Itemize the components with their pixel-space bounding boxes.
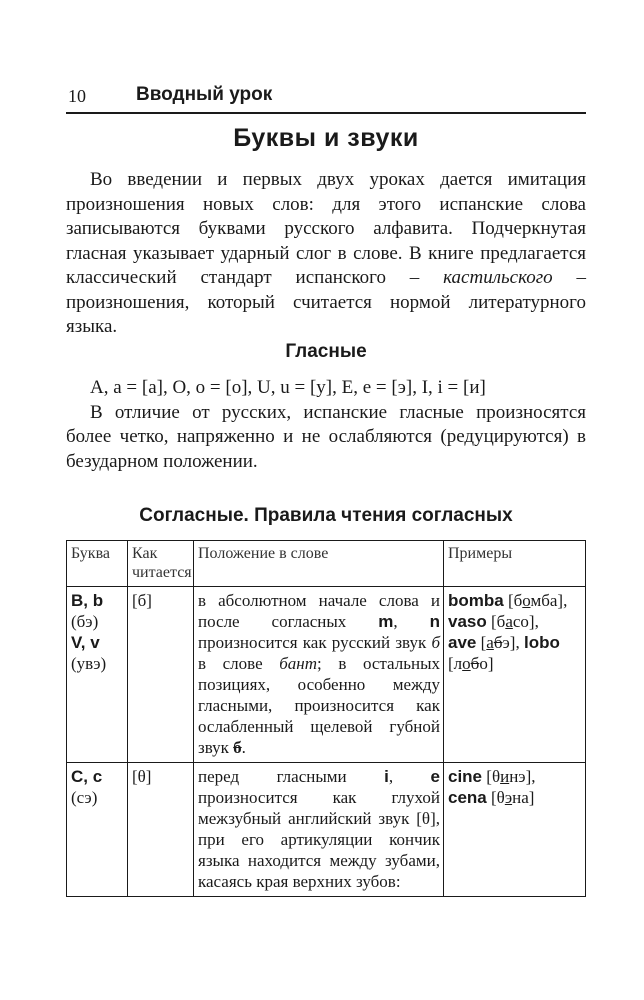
letter-cell: [67, 587, 128, 763]
intro-paragraph: [66, 168, 586, 340]
consonants-table: [66, 540, 586, 897]
example-transcription: [лобо]: [448, 654, 494, 673]
col-header-letter: Буква: [67, 541, 128, 587]
intro-text: Во введении и первых двух уроках дается имитация произношения новых слов: для этого испанские слова записываются буквами русского алфавита. Подчеркнутая гласная указывает ударный слог в слове. В книге предлагается классический стандарт испанского – кастильского – произношения, который считается нормой литературного языка.: [66, 169, 586, 337]
letter-v: V, v: [71, 633, 100, 652]
table-row: [67, 587, 586, 763]
example-word: lobo: [523, 633, 560, 652]
letter-c: C, c: [71, 767, 103, 786]
col-header-position: Положение в слове: [194, 541, 444, 587]
col-header-reading: Как читается: [128, 541, 194, 587]
letter-v-name: (увэ): [71, 654, 107, 673]
example-word: cine [θинэ],: [448, 767, 536, 786]
examples-cell: [444, 587, 586, 763]
sound-cell: [θ]: [128, 763, 194, 897]
table-header-row: [67, 541, 586, 587]
table-row: [67, 763, 586, 897]
examples-cell: [444, 763, 586, 897]
rule-cell: перед гласными i, e произносится как глухой межзубный английский звук [θ], при его артикуляции кончик языка находится между зубами, касаясь края верхних зубов:: [194, 763, 444, 897]
example-word: ave [абэ],: [448, 633, 520, 652]
letter-b: B, b: [71, 591, 104, 610]
letter-c-name: (сэ): [71, 788, 98, 807]
example-word: bomba [бомба],: [448, 591, 568, 610]
letter-cell: [67, 763, 128, 897]
vowels-block: [66, 376, 586, 474]
section-title: Буквы и звуки: [233, 124, 419, 152]
running-title: Вводный урок: [136, 84, 273, 105]
vowels-text: В отличие от русских, испанские гласные произносятся более четко, напряженно и не ослабляются (редуцируются) в безударном положении.: [66, 401, 586, 472]
example-word: cena [θэна]: [448, 788, 535, 807]
vowels-heading: Гласные: [285, 341, 367, 362]
vowels-list: A, a = [a], O, o = [o], U, u = [у], E, e = [э], I, i = [и]: [90, 377, 486, 398]
sound-cell: [б]: [128, 587, 194, 763]
col-header-examples: Примеры: [444, 541, 586, 587]
page-header: [66, 82, 586, 114]
page-number: 10: [68, 86, 86, 106]
example-word: vaso [басо],: [448, 612, 539, 631]
consonants-heading: Согласные. Правила чтения согласных: [139, 505, 513, 526]
letter-b-name: (бэ): [71, 612, 99, 631]
rule-cell: в абсолютном начале слова и после согласных m, n произносится как русский звук б в слове бант; в остальных позициях, особенно между гласными, произносится как ослабленный щелевой губной звук б.: [194, 587, 444, 763]
